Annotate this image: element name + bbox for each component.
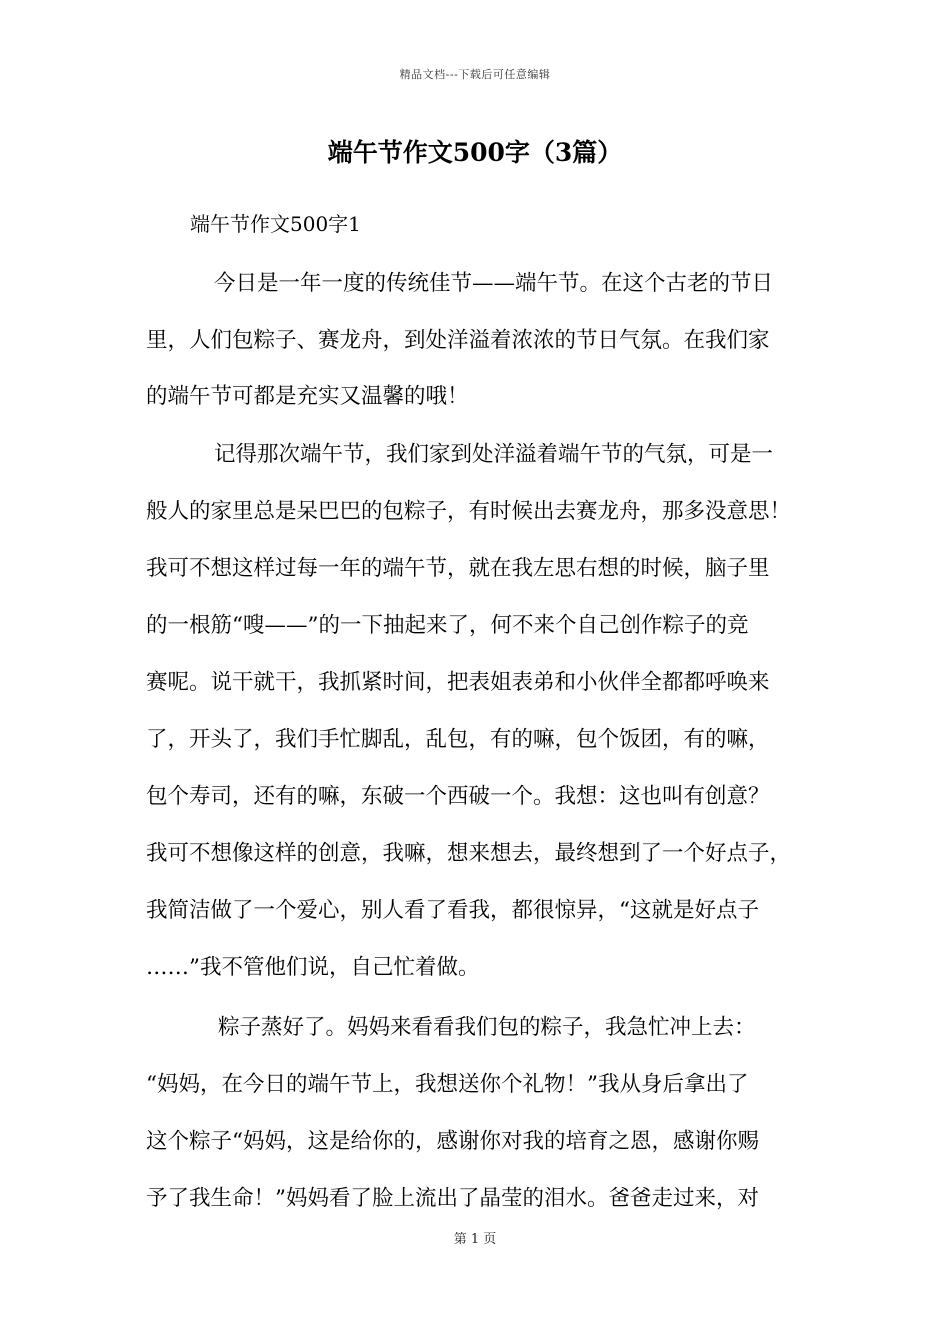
paragraph-line: 予了我生命！”妈妈看了脸上流出了晶莹的泪水。爸爸走过来，对: [146, 1186, 759, 1211]
paragraph-line: 我简洁做了一个爱心，别人看了看我，都很惊异，“这就是好点子: [146, 898, 759, 923]
section-heading: 端午节作文500字1: [190, 212, 361, 236]
page-number: 第 1 页: [453, 1232, 497, 1247]
paragraph-line: 记得那次端午节，我们家到处洋溢着端午节的气氛，可是一: [214, 442, 774, 467]
paragraph-line: 我可不想像这样的创意，我嘛，想来想去，最终想到了一个好点子，: [146, 841, 792, 866]
document-title: 端午节作文500字（3篇）: [327, 138, 623, 167]
paragraph-line: 里，人们包粽子、赛龙舟，到处洋溢着浓浓的节日气氛。在我们家: [146, 328, 770, 353]
paragraph-line: 的一根筋“嗖——”的一下抽起来了，何不来个自己创作粽子的竞: [146, 613, 749, 638]
paragraph-line: ……”我不管他们说，自己忙着做。: [146, 955, 480, 980]
paragraph-line: 了，开头了，我们手忙脚乱，乱包，有的嘛，包个饭团，有的嘛，: [146, 727, 770, 752]
paragraph-line: “妈妈，在今日的端午节上，我想送你个礼物！”我从身后拿出了: [146, 1072, 749, 1097]
paragraph-line: 我可不想这样过每一年的端午节，就在我左思右想的时候，脑子里: [146, 556, 770, 581]
paragraph-line: 般人的家里总是呆巴巴的包粽子，有时候出去赛龙舟，那多没意思！: [146, 499, 792, 524]
paragraph-line: 今日是一年一度的传统佳节——端午节。在这个古老的节日: [214, 271, 774, 296]
paragraph-line: 粽子蒸好了。妈妈来看看我们包的粽子，我急忙冲上去：: [218, 1015, 756, 1040]
header-note: 精品文档---下载后可任意编辑: [399, 68, 551, 81]
paragraph-line: 赛呢。说干就干，我抓紧时间，把表姐表弟和小伙伴全都都呼唤来: [146, 670, 770, 695]
paragraph-line: 这个粽子“妈妈，这是给你的，感谢你对我的培育之恩，感谢你赐: [146, 1129, 759, 1154]
paragraph-line: 的端午节可都是充实又温馨的哦！: [146, 384, 469, 409]
paragraph-line: 包个寿司，还有的嘛，东破一个西破一个。我想：这也叫有创意？: [146, 784, 770, 809]
